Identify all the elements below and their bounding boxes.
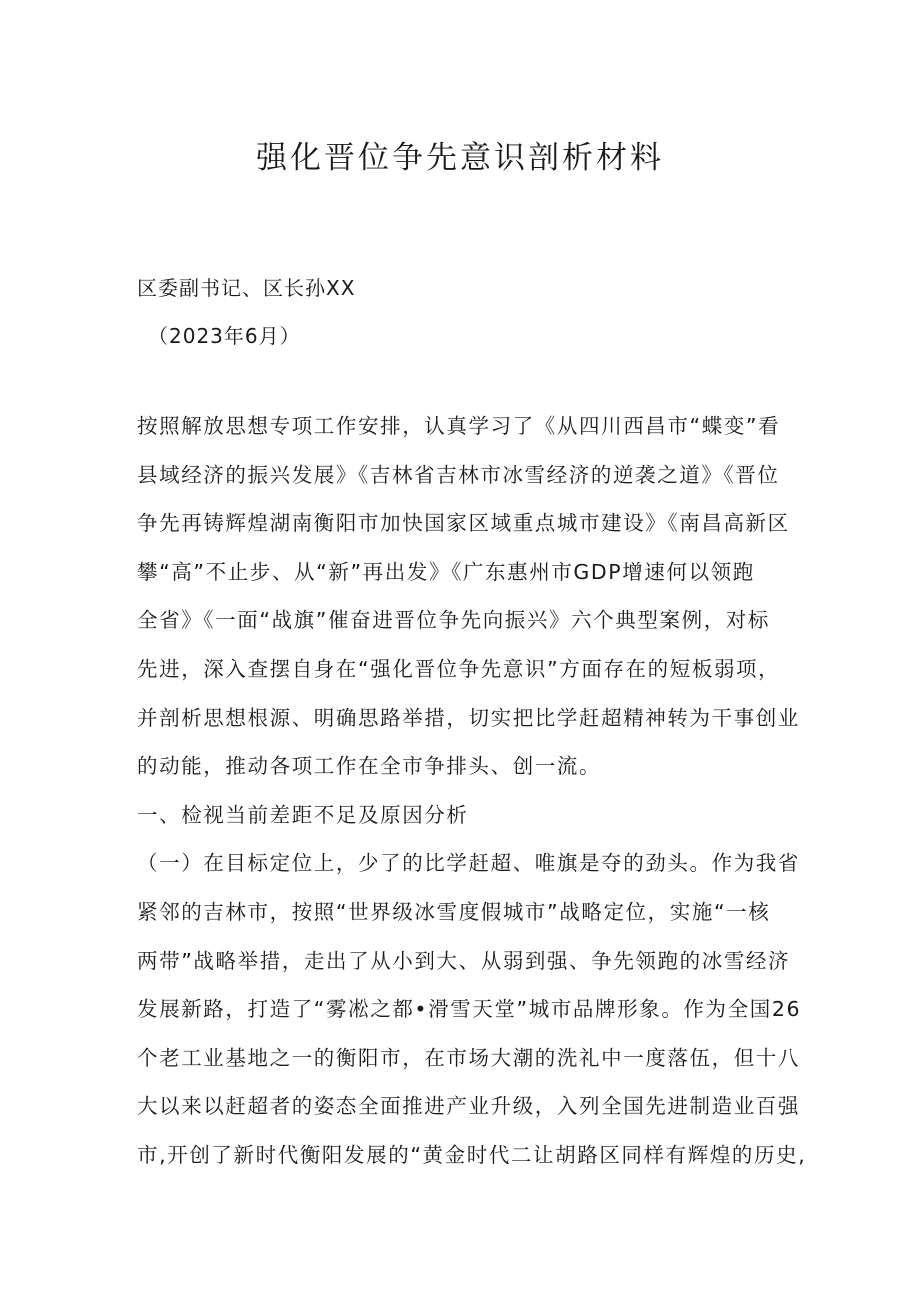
body-line: 全省》《一面“战旗”催奋进晋位争先向振兴》六个典型案例，对标 [137,608,770,633]
body-line: 并剖析思想根源、明确思路举措，切实把比学赶超精神转为干事创业 [137,705,800,730]
document-author: 区委副书记、区长孙XX [137,276,356,300]
section-heading: 一、检视当前差距不足及原因分析 [137,802,469,827]
body-line: 两带”战略举措，走出了从小到大、从弱到强、争先领跑的冰雪经济 [137,948,791,973]
body-line: （一）在目标定位上，少了的比学赶超、唯旗是夺的劲头。作为我省 [137,851,800,876]
body-line: 攀“高”不止步、从“新”再出发》《广东惠州市GDP增速何以领跑 [137,559,755,584]
document-body [137,402,807,1180]
body-line: 县域经济的振兴发展》《吉林省吉林市冰雪经济的逆袭之道》《晋位 [137,462,780,487]
document-date: （2023年6月） [148,324,301,348]
body-line: 按照解放思想专项工作安排，认真学习了《从四川西昌市“蝶变”看 [137,414,781,438]
body-line: 发展新路，打造了“雾凇之都•滑雪天堂”城市品牌形象。作为全国26 [137,997,802,1022]
body-line: 先进，深入查摆自身在“强化晋位争先意识”方面存在的短板弱项， [137,656,781,681]
body-line: 市,开创了新时代衡阳发展的“黄金时代二让胡路区同样有辉煌的历史, [137,1142,807,1167]
body-line: 紧邻的吉林市，按照“世界级冰雪度假城市”战略定位，实施“一核 [137,899,771,924]
body-line: 争先再铸辉煌湖南衡阳市加快国家区域重点城市建设》《南昌高新区 [137,511,790,536]
document-title: 强化晋位争先意识剖析材料 [256,140,664,176]
body-line: 个老工业基地之一的衡阳市，在市场大潮的洗礼中一度落伍，但十八 [137,1045,800,1070]
body-line: 的动能，推动各项工作在全市争排头、创一流。 [137,754,602,779]
body-line: 大以来以赶超者的姿态全面推进产业升级，入列全国先进制造业百强 [137,1094,800,1119]
